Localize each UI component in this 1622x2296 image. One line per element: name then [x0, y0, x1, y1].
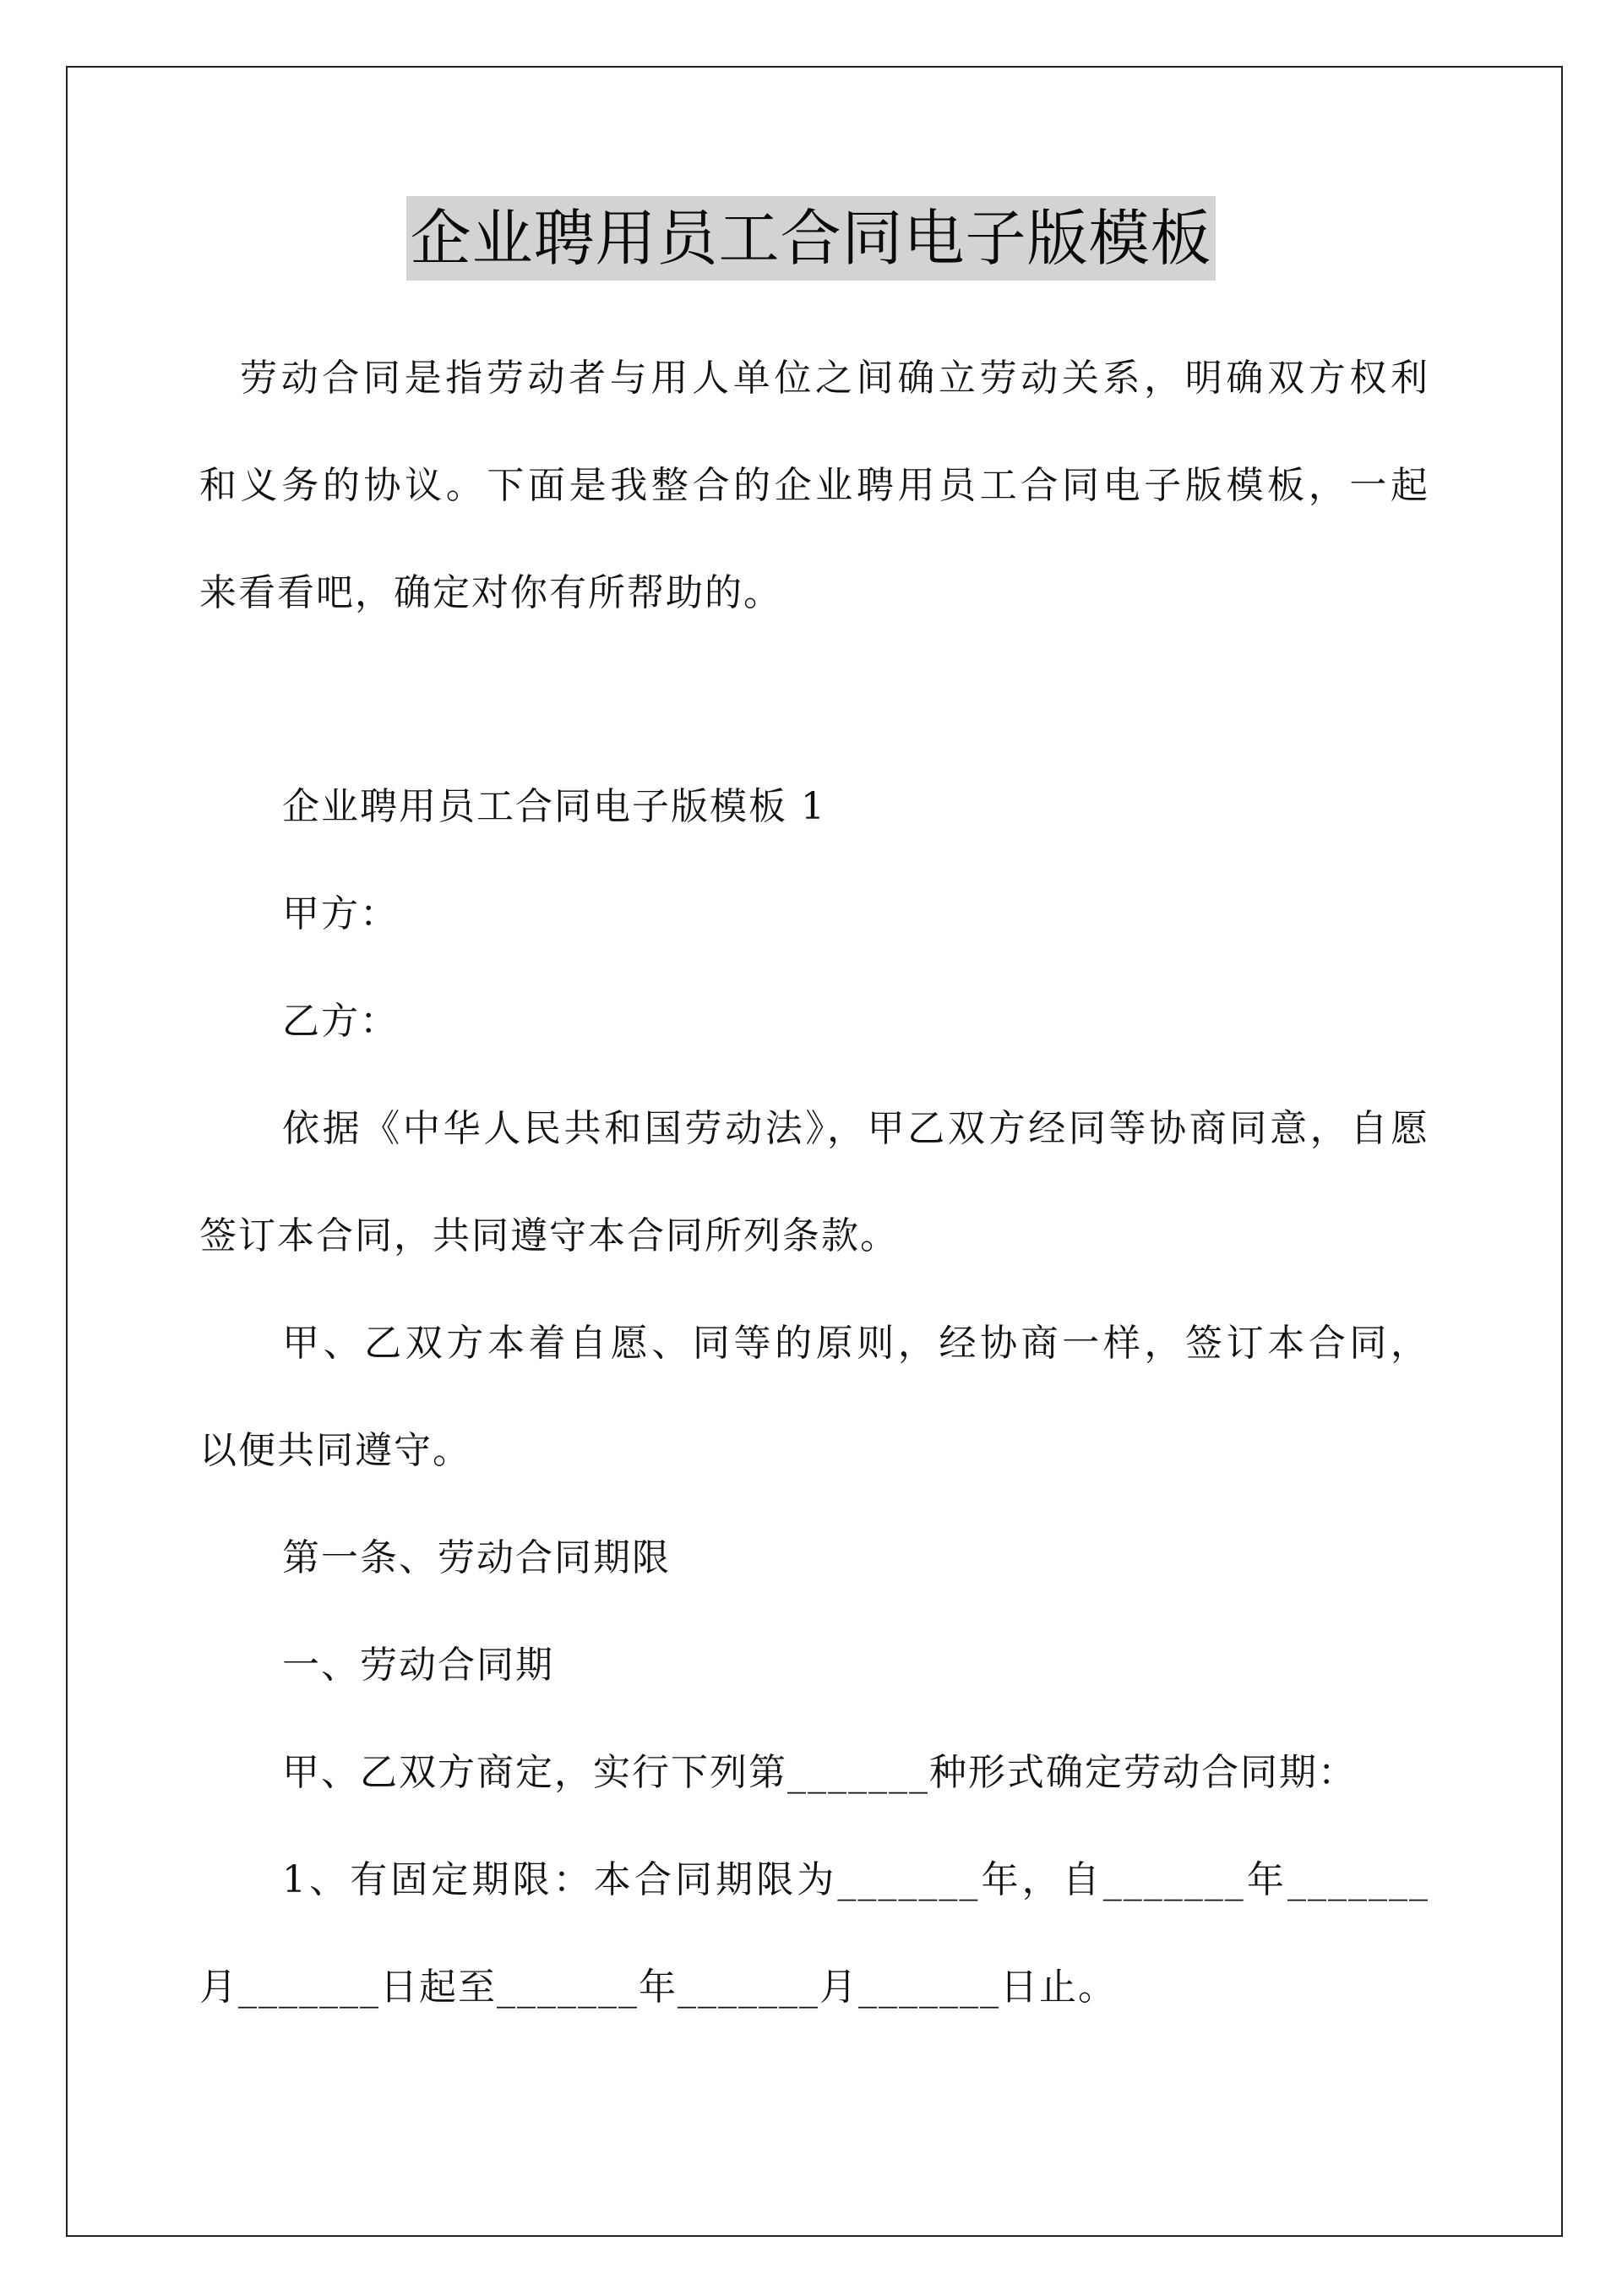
- principle-line-2: 以便共同遵守。: [199, 1429, 471, 1472]
- principle-line-1: 甲、乙双方本着自愿、同等的原则，经协商一样，签订本合同，: [282, 1322, 1429, 1365]
- fixed-term-line-1: 1、有固定期限：本合同期限为_______年，自_______年_______: [282, 1858, 1429, 1901]
- intro-line-1: 劳动合同是指劳动者与用人单位之间确立劳动关系，明确双方权利: [240, 357, 1429, 400]
- section-heading: 企业聘用员工合同电子版模板 1: [282, 785, 826, 828]
- intro-line-2: 和义务的协议。下面是我整合的企业聘用员工合同电子版模板，一起: [199, 464, 1429, 507]
- basis-line-2: 签订本合同，共同遵守本合同所列条款。: [199, 1214, 899, 1257]
- party-b-label: 乙方：: [282, 1000, 399, 1043]
- fixed-term-line-2: 月_______日起至_______年_______月_______日止。: [199, 1966, 1117, 2009]
- party-a-label: 甲方：: [282, 892, 399, 935]
- article-1-heading: 第一条、劳动合同期限: [282, 1536, 671, 1579]
- document-title: 企业聘用员工合同电子版模板: [406, 196, 1215, 281]
- intro-line-3: 来看看吧，确定对你有所帮助的。: [199, 571, 782, 614]
- title-container: [0, 196, 1622, 281]
- term-form-line: 甲、乙双方商定，实行下列第_______种形式确定劳动合同期：: [282, 1751, 1357, 1794]
- basis-line-1: 依据《中华人民共和国劳动法》，甲乙双方经同等协商同意，自愿: [282, 1107, 1429, 1150]
- item-1-heading: 一、劳动合同期: [282, 1644, 554, 1687]
